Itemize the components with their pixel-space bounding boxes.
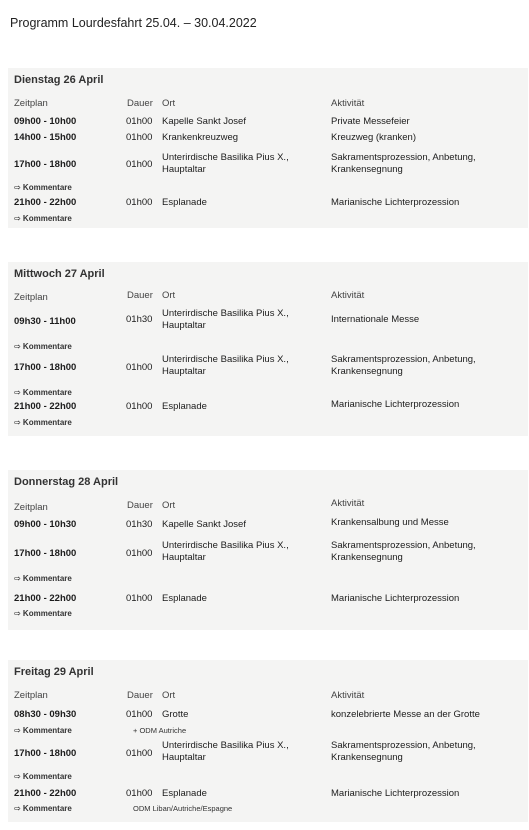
duration-cell: 01h00: [126, 159, 153, 170]
location-cell: Unterirdische Basilika Pius X., Hauptaltar: [162, 540, 289, 563]
duration-cell: 01h00: [126, 788, 153, 799]
header-duration: Dauer: [127, 500, 153, 511]
time-cell: 08h30 - 09h30: [14, 709, 77, 720]
header-duration: Dauer: [127, 290, 153, 301]
day-title: Donnerstag 28 April: [14, 476, 119, 488]
duration-cell: 01h30: [126, 314, 153, 325]
time-cell: 21h00 - 22h00: [14, 197, 77, 208]
location-cell: Kapelle Sankt Josef: [162, 116, 246, 127]
duration-cell: 01h00: [126, 362, 153, 373]
day-section-thursday: [8, 470, 528, 630]
location-cell: Grotte: [162, 709, 189, 720]
day-section-friday: [8, 660, 528, 822]
header-time: Zeitplan: [14, 502, 48, 513]
location-cell: Kapelle Sankt Josef: [162, 519, 246, 530]
activity-cell: Sakramentsprozession, Anbetung, Krankensegnung: [331, 354, 476, 377]
comments-link[interactable]: ⇨ Kommentare: [14, 609, 72, 618]
time-cell: 17h00 - 18h00: [14, 159, 77, 170]
duration-cell: 01h00: [126, 116, 153, 127]
location-cell: Esplanade: [162, 788, 207, 799]
time-cell: 17h00 - 18h00: [14, 362, 77, 373]
activity-cell: Marianische Lichterprozession: [331, 788, 460, 799]
header-activity: Aktivität: [331, 290, 365, 301]
duration-cell: 01h30: [126, 519, 153, 530]
time-cell: 14h00 - 15h00: [14, 132, 77, 143]
time-cell: 09h00 - 10h30: [14, 519, 77, 530]
time-cell: 21h00 - 22h00: [14, 401, 77, 412]
activity-cell: Sakramentsprozession, Anbetung, Krankensegnung: [331, 740, 476, 763]
note-text: ODM Liban/Autriche/Espagne: [133, 804, 233, 813]
activity-cell: Marianische Lichterprozession: [331, 399, 460, 410]
day-section-tuesday: [8, 68, 528, 228]
time-cell: 09h30 - 11h00: [14, 316, 76, 327]
comments-link[interactable]: ⇨ Kommentare: [14, 183, 72, 192]
location-cell: Esplanade: [162, 593, 207, 604]
comments-link[interactable]: ⇨ Kommentare: [14, 574, 72, 583]
comments-link[interactable]: ⇨ Kommentare: [14, 804, 72, 813]
header-activity: Aktivität: [331, 690, 365, 701]
document-title: Programm Lourdesfahrt 25.04. – 30.04.2022: [10, 16, 257, 30]
note-text: + ODM Autriche: [133, 726, 187, 735]
activity-cell: konzelebrierte Messe an der Grotte: [331, 709, 480, 720]
header-duration: Dauer: [127, 98, 153, 109]
header-location: Ort: [162, 290, 176, 301]
day-title: Freitag 29 April: [14, 666, 94, 678]
activity-cell: Sakramentsprozession, Anbetung, Krankensegnung: [331, 152, 476, 175]
location-cell: Unterirdische Basilika Pius X., Hauptaltar: [162, 152, 289, 175]
header-time: Zeitplan: [14, 292, 48, 303]
activity-cell: Kreuzweg (kranken): [331, 132, 417, 143]
duration-cell: 01h00: [126, 709, 153, 720]
time-cell: 21h00 - 22h00: [14, 788, 77, 799]
comments-link[interactable]: ⇨ Kommentare: [14, 388, 72, 397]
duration-cell: 01h00: [126, 197, 153, 208]
location-cell: Unterirdische Basilika Pius X., Hauptaltar: [162, 740, 289, 763]
comments-link[interactable]: ⇨ Kommentare: [14, 772, 72, 781]
comments-link[interactable]: ⇨ Kommentare: [14, 726, 72, 735]
time-cell: 21h00 - 22h00: [14, 593, 77, 604]
time-cell: 17h00 - 18h00: [14, 748, 77, 759]
duration-cell: 01h00: [126, 132, 153, 143]
time-cell: 17h00 - 18h00: [14, 548, 77, 559]
day-title: Mittwoch 27 April: [14, 268, 105, 280]
location-cell: Unterirdische Basilika Pius X., Hauptaltar: [162, 308, 289, 331]
activity-cell: Krankensalbung und Messe: [331, 517, 449, 528]
header-time: Zeitplan: [14, 690, 48, 701]
duration-cell: 01h00: [126, 593, 153, 604]
day-section-wednesday: [8, 262, 528, 436]
header-duration: Dauer: [127, 690, 153, 701]
activity-cell: Private Messefeier: [331, 116, 410, 127]
duration-cell: 01h00: [126, 401, 153, 412]
header-location: Ort: [162, 690, 176, 701]
activity-cell: Internationale Messe: [331, 314, 420, 325]
header-location: Ort: [162, 500, 176, 511]
header-time: Zeitplan: [14, 98, 48, 109]
header-activity: Aktivität: [331, 98, 365, 109]
location-cell: Esplanade: [162, 197, 207, 208]
comments-link[interactable]: ⇨ Kommentare: [14, 418, 72, 427]
day-title: Dienstag 26 April: [14, 74, 104, 86]
activity-cell: Marianische Lichterprozession: [331, 593, 460, 604]
activity-cell: Marianische Lichterprozession: [331, 197, 460, 208]
comments-link[interactable]: ⇨ Kommentare: [14, 214, 72, 223]
location-cell: Krankenkreuzweg: [162, 132, 239, 143]
duration-cell: 01h00: [126, 748, 153, 759]
comments-link[interactable]: ⇨ Kommentare: [14, 342, 72, 351]
header-location: Ort: [162, 98, 176, 109]
location-cell: Unterirdische Basilika Pius X., Hauptaltar: [162, 354, 289, 377]
header-activity: Aktivität: [331, 498, 365, 509]
time-cell: 09h00 - 10h00: [14, 116, 77, 127]
duration-cell: 01h00: [126, 548, 153, 559]
activity-cell: Sakramentsprozession, Anbetung, Krankensegnung: [331, 540, 476, 563]
location-cell: Esplanade: [162, 401, 207, 412]
